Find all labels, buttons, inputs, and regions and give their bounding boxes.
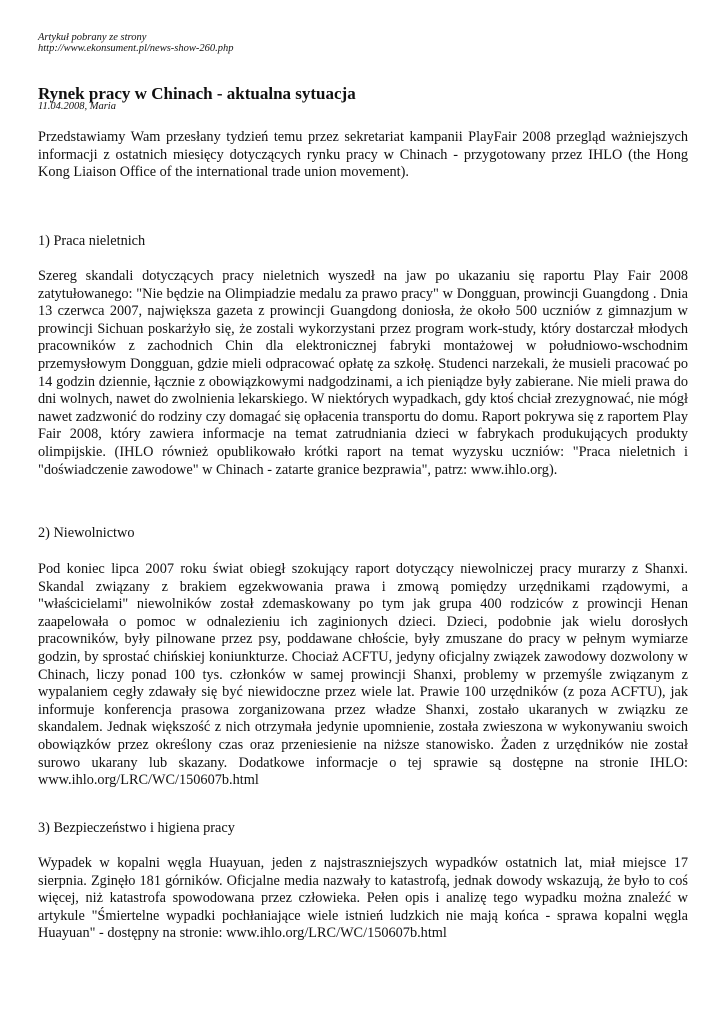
- section-text-child-labor: Szereg skandali dotyczących pracy nieletnich wyszedł na jaw po ukazaniu się raportu Play Fair 2008 zatytułowanego: "Nie będzie na Olimpiadzie medalu za prawo pracy" w Dongguan, prowincji Guangdong . Dnia 13 czerwca 2007, największa gazeta z prowincji Guangdong doniosła, że około 500 uczniów z gimnazjum w prowincji Sichuan poskarżyło się, że zostali wykorzystani przez program work-study, który dostarczał młodych pracowników z zachodnich Chin dla elektronicznej fabryki montażowej w południowo-wschodnim przemysłowym Dongguan, gdzie mieli odpracować opłatę za szkołę. Studenci narzekali, że musieli pracować po 14 godzin dziennie, łącznie z obowiązkowymi nadgodzinami, a ich pieniądze były zabierane. Nie mieli prawa do dni wolnych, nawet do zwolnienia lekarskiego. W niektórych wypadkach, gdy ktoś chciał zrezygnować, nie mógł nawet zadzwonić do rodziny czy domagać się opłacenia transportu do domu. Raport pokrywa się z raportem Play Fair 2008, który zawiera informacje na temat zatrudniania dzieci w fabrykach produkujących produkty olimpijskie. (IHLO również opublikowało krótki raport na temat wyzysku uczniów: "Praca nieletnich i "doświadczenie zawodowe" w Chinach - zatarte granice bezprawia", patrz: www.ihlo.org).: [38, 268, 688, 478]
- section-heading-slavery: 2) Niewolnictwo: [38, 525, 135, 541]
- section-text-slavery: Pod koniec lipca 2007 roku świat obiegł szokujący raport dotyczący niewolniczej pracy murarzy z Shanxi. Skandal związany z brakiem egzekwowania prawa i zmową pomiędzy urzędnikami rządowymi, a "właścicielami" niewolników został zdemaskowany po tym jak grupa 400 rodziców z prowincji Henan zaapelowała o pomoc w odnalezieniu ich zaginionych dzieci. Dzieci, podobnie jak wielu dorosłych pracowników, były pilnowane przez psy, poddawane chłoście, były zmuszane do pracy w pełnym wymiarze godzin, by sprostać chińskiej koniunkturze. Chociaż ACFTU, jedyny oficjalny związek zawodowy dozwolony w Chinach, liczy ponad 100 tys. członków w samej prowincji Shanxi, problemy w przemyśle związanym z wypalaniem cegły zdawały się być niewidoczne przez wiele lat. Prawie 100 urzędników (z poza ACFTU), jak informuje konferencja prasowa zorganizowana przez władze Shanxi, zostało ukaranych w związku ze skandalem. Jednak większość z nich otrzymała jedynie upomnienie, została zwieszona w wykonywaniu swoich obowiązków przez określony czas oraz przeniesienie na niższe stanowisko. Żaden z urzędników nie został surowo ukarany lub skazany. Dodatkowe informacje o tej sprawie są dostępne na stronie IHLO: www.ihlo.org/LRC/WC/150607b.html: [38, 561, 688, 789]
- section-heading-child-labor: 1) Praca nieletnich: [38, 233, 146, 249]
- source-note: [38, 32, 234, 54]
- article-intro: Przedstawiamy Wam przesłany tydzień temu przez sekretariat kampanii PlayFair 2008 przegląd ważniejszych informacji z ostatnich miesięcy dotyczących rynku pracy w Chinach - przygotowany przez IHLO (the Hong Kong Liaison Office of the international trade union movement).: [38, 129, 688, 181]
- section-heading-safety: 3) Bezpieczeństwo i higiena pracy: [38, 820, 235, 836]
- section-text-safety: Wypadek w kopalni węgla Huayuan, jeden z najstraszniejszych wypadków ostatnich lat, miał miejsce 17 sierpnia. Zginęło 181 górników. Oficjalne media nazwały to katastrofą, jednak dowody wskazują, że było to coś więcej, niż katastrofa spowodowana przez człowieka. Pełen opis i analizę tego wypadku można znaleźć w artykule "Śmiertelne wypadki pochłaniające wiele istnień ludzkich nie mają końca - sprawa kopalni węgla Huayuan" - dostępny na stronie: www.ihlo.org/LRC/WC/150607b.html: [38, 855, 688, 942]
- article-title: Rynek pracy w Chinach - aktualna sytuacja: [38, 84, 356, 103]
- source-url: http://www.ekonsument.pl/news-show-260.php: [38, 43, 234, 54]
- source-label: Artykuł pobrany ze strony: [38, 32, 147, 43]
- article-meta: 11.04.2008, Maria: [38, 101, 116, 112]
